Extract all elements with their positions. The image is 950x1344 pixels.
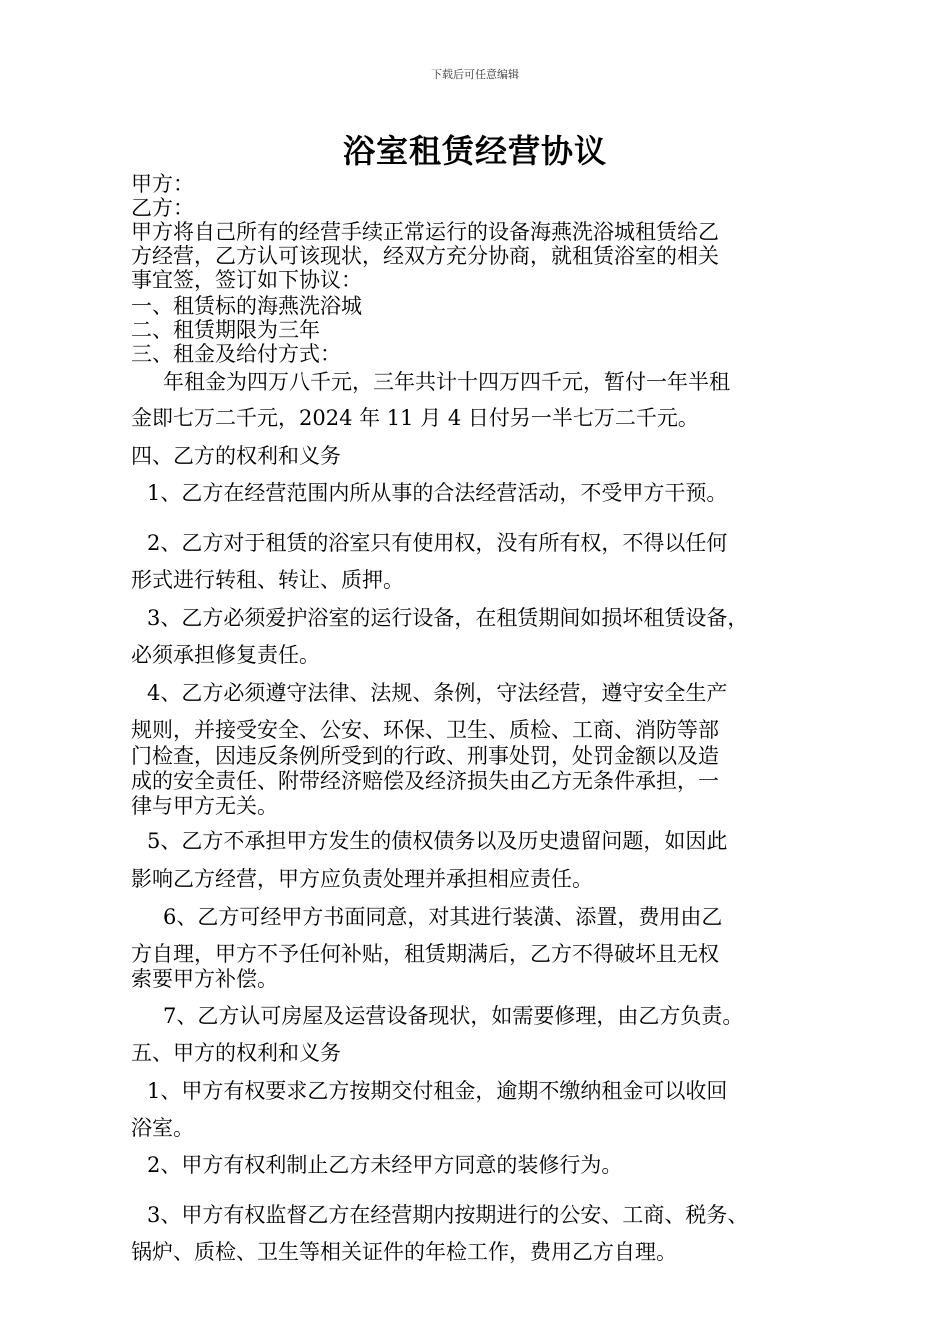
- section-heading: 四、乙方的权利和义务: [131, 444, 341, 468]
- text-line: 形式进行转租、转让、质押。: [131, 568, 404, 592]
- text-line: 年租金为四万八千元，三年共计十四万四千元，暂付一年半租: [163, 370, 730, 394]
- text-line: 门检查，因违反条例所受到的行政、刑事处罚，处罚金额以及造: [131, 744, 719, 768]
- text-line: 1、甲方有权要求乙方按期交付租金，逾期不缴纳租金可以收回: [147, 1079, 728, 1103]
- text-line: 6、乙方可经甲方书面同意，对其进行装潢、添置，费用由乙: [163, 905, 723, 929]
- text-line: 3、乙方必须爱护浴室的运行设备，在租赁期间如损坏租赁设备，: [147, 606, 749, 630]
- text-line: 律与甲方无关。: [131, 794, 278, 818]
- text-line: 乙方：: [131, 196, 194, 220]
- section-heading: 五、甲方的权利和义务: [131, 1041, 341, 1065]
- text-line: 事宜签，签订如下协议：: [131, 268, 362, 292]
- text-line: 甲方将自己所有的经营手续正常运行的设备海燕洗浴城租赁给乙: [131, 220, 719, 244]
- document-title: 浴室租赁经营协议: [342, 132, 607, 170]
- text-line: 方自理，甲方不予任何补贴，租赁期满后，乙方不得破坏且无权: [131, 942, 719, 966]
- text-line: 规则，并接受安全、公安、环保、卫生、质检、工商、消防等部: [131, 718, 719, 742]
- text-line: 5、乙方不承担甲方发生的债权债务以及历史遗留问题，如因此: [147, 829, 728, 853]
- text-line: 二、租赁期限为三年: [131, 318, 320, 342]
- text-line: 锅炉、质检、卫生等相关证件的年检工作，费用乙方自理。: [131, 1240, 677, 1264]
- text-line: 成的安全责任、附带经济赔偿及经济损失由乙方无条件承担，一: [131, 769, 719, 793]
- text-line: 3、甲方有权监督乙方在经营期内按期进行的公安、工商、税务、: [147, 1203, 749, 1227]
- text-line: 浴室。: [131, 1116, 194, 1140]
- text-line: 7、乙方认可房屋及运营设备现状，如需要修理，由乙方负责。: [163, 1004, 744, 1028]
- text-line: 索要甲方补偿。: [131, 967, 278, 991]
- text-line: 2、乙方对于租赁的浴室只有使用权，没有所有权，不得以任何: [147, 531, 728, 555]
- text-line: 影响乙方经营，甲方应负责处理并承担相应责任。: [131, 867, 593, 891]
- text-line: 4、乙方必须遵守法律、法规、条例，守法经营，遵守安全生产: [147, 681, 728, 705]
- text-line: 金即七万二千元，2024 年 11 月 4 日付另一半七万二千元。: [131, 406, 699, 430]
- text-line: 必须承担修复责任。: [131, 643, 320, 667]
- page-header: 下载后可任意编辑: [431, 68, 519, 81]
- text-line: 三、租金及给付方式：: [131, 342, 341, 366]
- text-line: 2、甲方有权利制止乙方未经甲方同意的装修行为。: [147, 1153, 623, 1177]
- text-line: 甲方：: [131, 172, 194, 196]
- text-line: 一、租赁标的海燕洗浴城: [131, 294, 362, 318]
- text-line: 方经营，乙方认可该现状，经双方充分协商，就租赁浴室的相关: [131, 244, 719, 268]
- text-line: 1、乙方在经营范围内所从事的合法经营活动，不受甲方干预。: [147, 481, 728, 505]
